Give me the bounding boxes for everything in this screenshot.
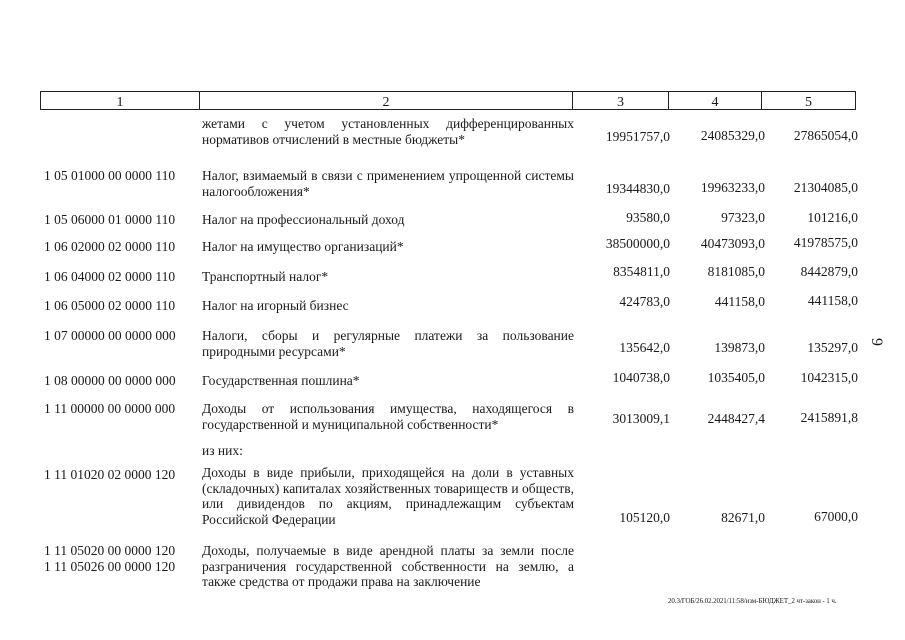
row-value-4: 24085329,0	[700, 128, 765, 143]
header-col-5: 5	[805, 95, 812, 110]
row-value-4: 40473093,0	[700, 236, 765, 251]
row-value-5: 21304085,0	[793, 180, 858, 195]
row-value-5: 8442879,0	[800, 264, 858, 279]
row-value-5: 27865054,0	[793, 128, 858, 143]
row-code: 1 06 02000 02 0000 110	[44, 239, 176, 254]
row-name: Транспортный налог*	[202, 269, 329, 284]
row-value-5: 2415891,8	[800, 410, 858, 425]
row-code: 1 05 01000 00 0000 110	[44, 168, 176, 183]
row-value-3: 105120,0	[619, 510, 670, 525]
row-value-4: 82671,0	[721, 510, 765, 525]
row-name: Налог на игорный бизнес	[202, 298, 349, 313]
row-value-3: 93580,0	[626, 210, 670, 225]
row-code: 1 11 05020 00 0000 120 1 11 05026 00 0000 120	[44, 543, 176, 574]
row-value-3: 19951757,0	[605, 129, 670, 144]
row-name: из них:	[202, 443, 243, 458]
row-code: 1 11 01020 02 0000 120	[44, 467, 176, 482]
row-value-5: 41978575,0	[793, 235, 858, 250]
row-name: Доходы от использования имущества, находящегося в государственной и муниципальной собственности*	[202, 401, 574, 432]
table-header	[40, 91, 856, 110]
row-code: 1 06 05000 02 0000 110	[44, 298, 176, 313]
footer-stamp: 20.3/ГОБ/26.02.2021/11:58/изм-БЮДЖЕТ_2 чт-закон - 1 ч.	[668, 597, 837, 605]
row-value-3: 3013009,1	[612, 411, 670, 426]
row-value-5: 441158,0	[807, 293, 858, 308]
header-col-4: 4	[669, 92, 762, 109]
row-name: Налог на имущество организаций*	[202, 239, 404, 254]
header-col-2: 2	[200, 92, 573, 109]
row-code: 1 06 04000 02 0000 110	[44, 269, 176, 284]
row-name: Налоги, сборы и регулярные платежи за пользование природными ресурсами*	[202, 328, 574, 359]
row-value-4: 97323,0	[721, 210, 765, 225]
page-number: 9	[868, 338, 885, 346]
row-name: Доходы, получаемые в виде арендной платы за земли после разграничения государственной собственности на землю, а также средства от продажи права на заключение	[202, 543, 574, 589]
row-name: Налог на профессиональный доход	[202, 212, 405, 227]
row-name: жетами с учетом установленных дифференцированных нормативов отчислений в местные бюджеты*	[202, 116, 574, 147]
row-value-4: 8181085,0	[707, 264, 765, 279]
row-value-5: 135297,0	[807, 340, 858, 355]
row-value-4: 1035405,0	[707, 370, 765, 385]
row-value-4: 139873,0	[714, 340, 765, 355]
row-value-3: 8354811,0	[613, 264, 670, 279]
row-code: 1 11 00000 00 0000 000	[44, 401, 176, 416]
row-code: 1 07 00000 00 0000 000	[44, 328, 176, 343]
row-name: Налог, взимаемый в связи с применением упрощенной системы налогообложения*	[202, 168, 574, 199]
row-value-3: 19344830,0	[605, 181, 670, 196]
row-value-3: 38500000,0	[605, 236, 670, 251]
row-value-4: 2448427,4	[707, 411, 765, 426]
row-value-5: 101216,0	[807, 210, 858, 225]
row-value-3: 424783,0	[619, 294, 670, 309]
row-code: 1 08 00000 00 0000 000	[44, 373, 176, 388]
row-value-4: 441158,0	[714, 294, 765, 309]
row-value-3: 135642,0	[619, 340, 670, 355]
header-col-1: 1	[41, 92, 200, 109]
header-col-3: 3	[573, 92, 669, 109]
row-name: Доходы в виде прибыли, приходящейся на доли в уставных (складочных) капиталах хозяйственных товариществ и обществ, или дивидендов по акциям, принадлежащим субъектам Российской Федерации	[202, 465, 574, 527]
row-value-5: 1042315,0	[800, 370, 858, 385]
row-value-3: 1040738,0	[612, 370, 670, 385]
row-code: 1 05 06000 01 0000 110	[44, 212, 176, 227]
row-value-4: 19963233,0	[700, 180, 765, 195]
row-value-5: 67000,0	[814, 509, 858, 524]
row-name: Государственная пошлина*	[202, 373, 360, 388]
